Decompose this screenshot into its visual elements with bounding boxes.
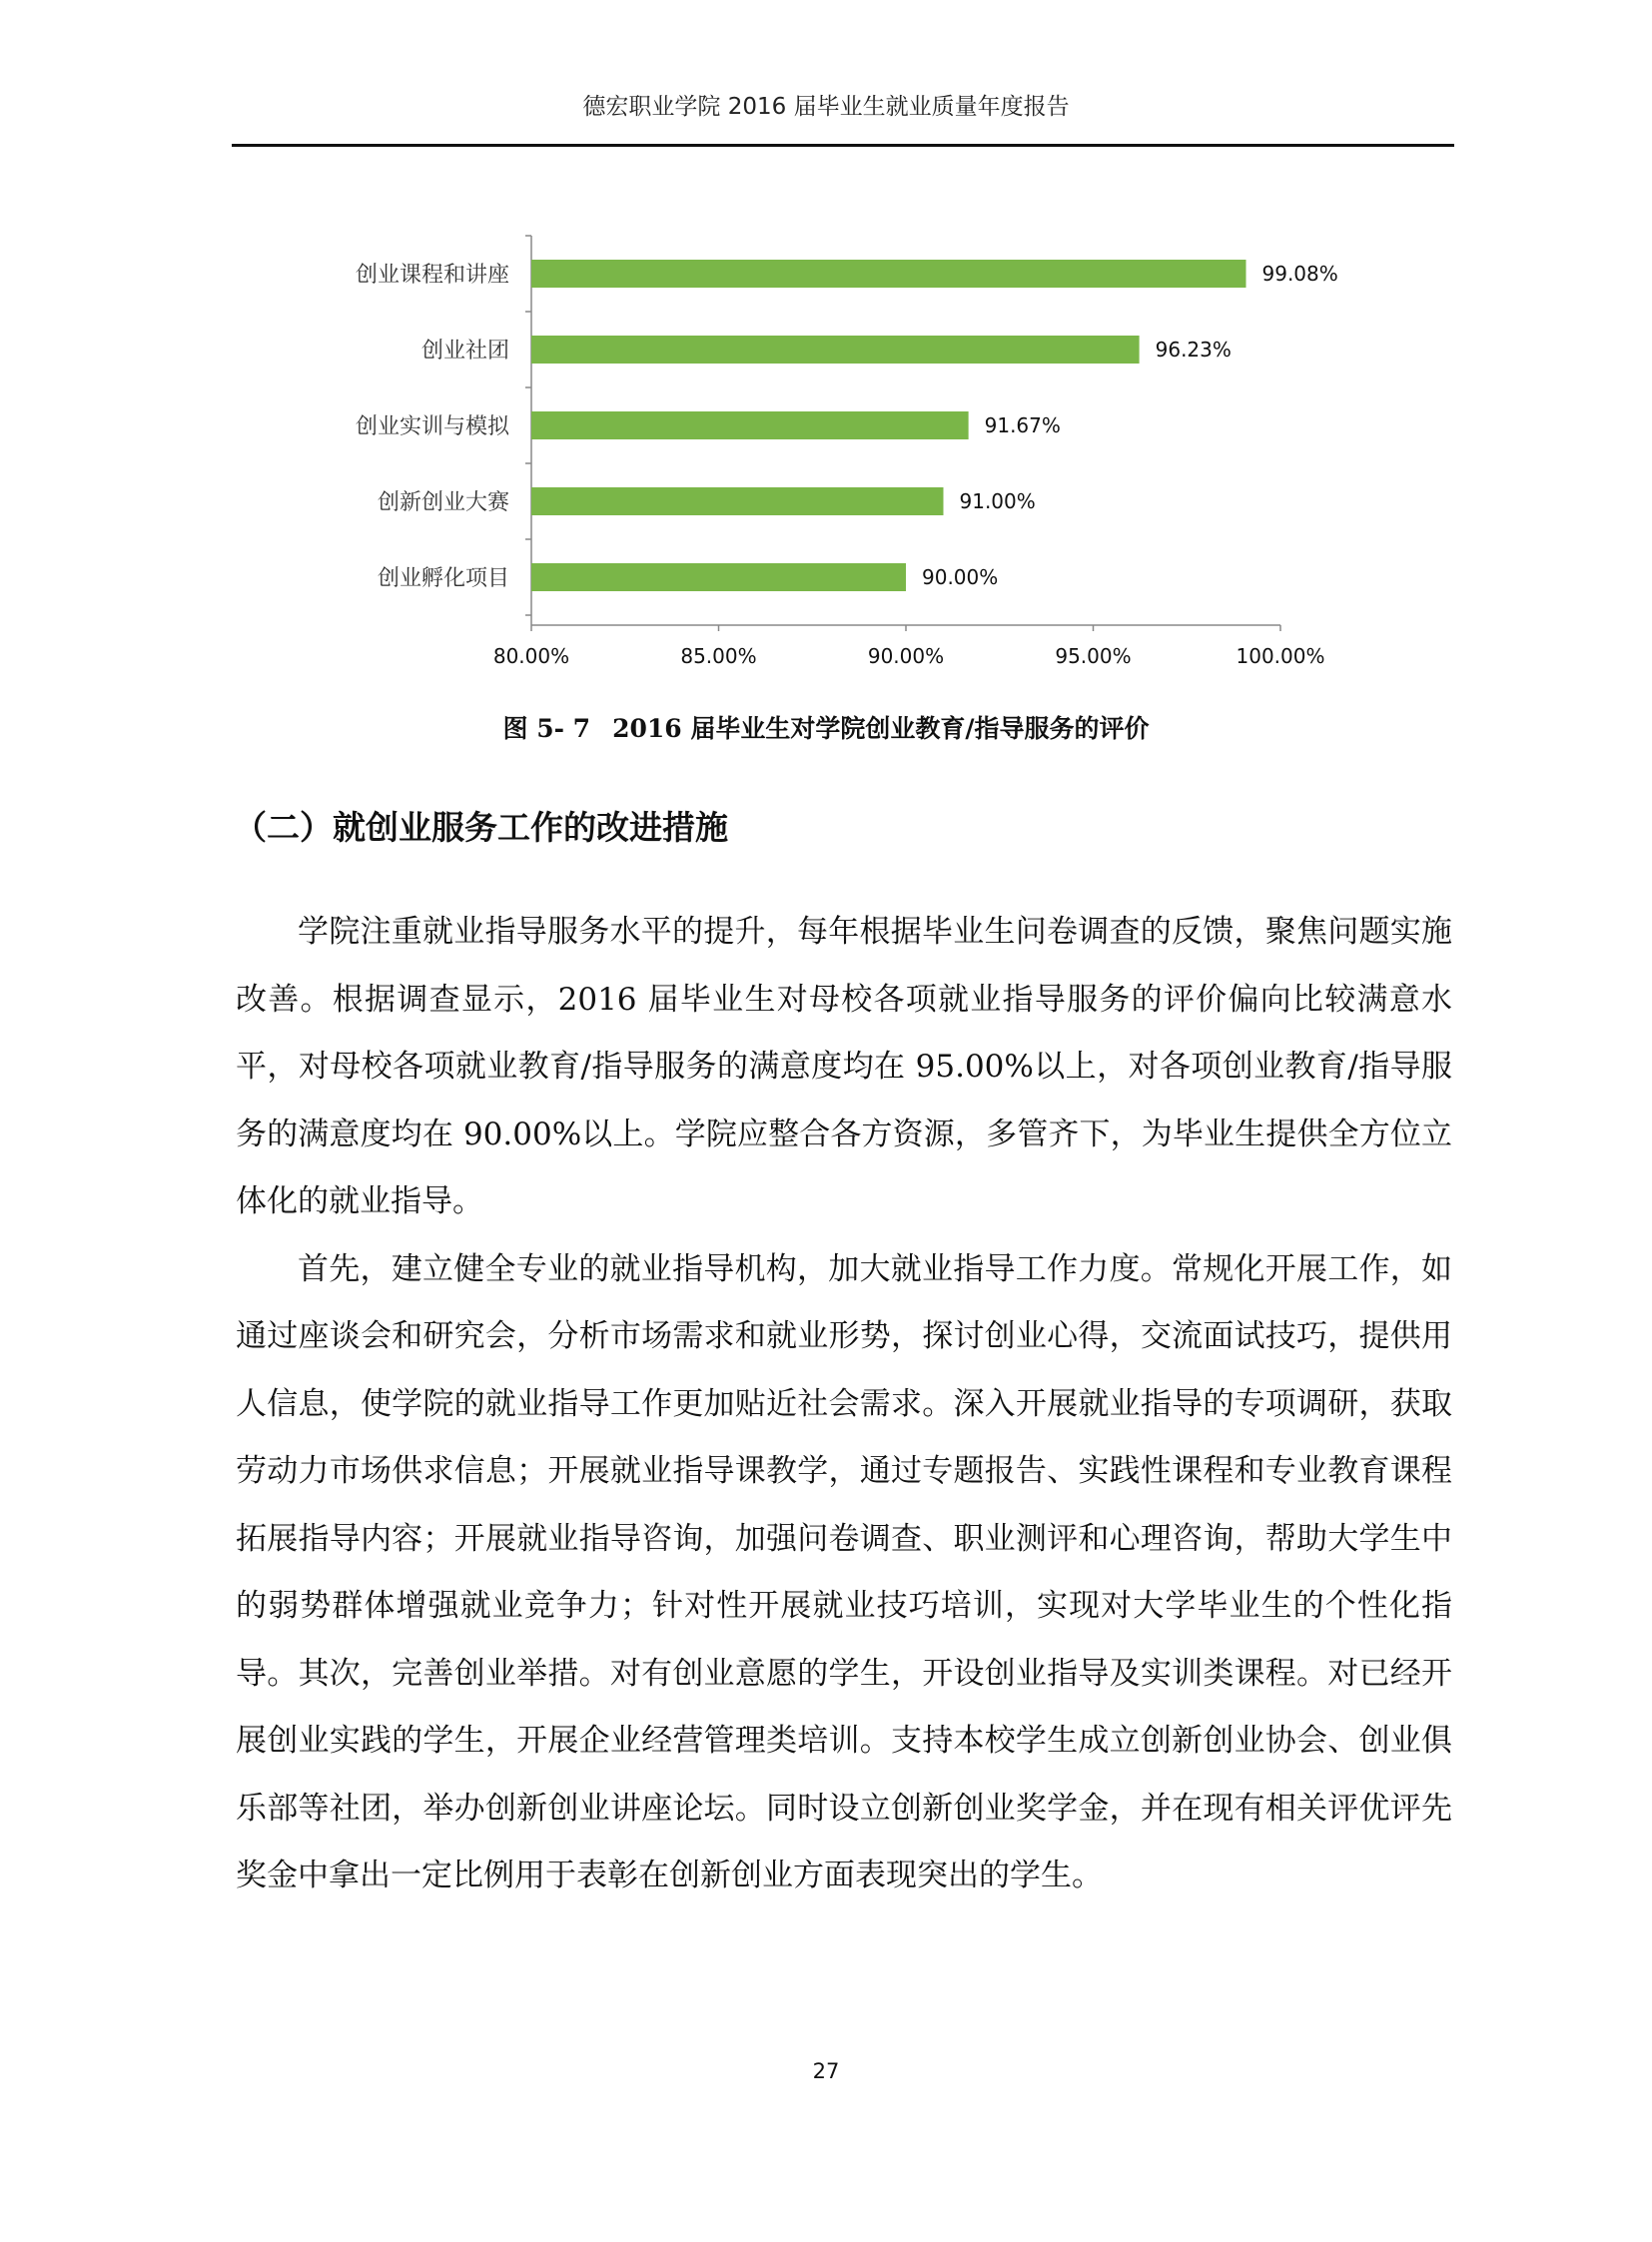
bar-chart	[300, 220, 1398, 679]
category-label: 创业社团	[420, 339, 509, 364]
header-title: 德宏职业学院 2016 届毕业生就业质量年度报告	[582, 94, 1070, 120]
x-tick-label: 85.00%	[680, 644, 757, 668]
figure-number: 图 5- 7	[502, 714, 591, 743]
bar	[531, 487, 944, 515]
section-heading: （二）就创业服务工作的改进措施	[234, 808, 728, 847]
category-label: 创业课程和讲座	[355, 263, 509, 288]
paragraph: 学院注重就业指导服务水平的提升，每年根据毕业生问卷调查的反馈，聚焦问题实施改善。根据调查显示，2016 届毕业生对母校各项就业指导服务的评价偏向比较满意水平，对母校各项就业教育/指导服务的满意度均在 95.00%以上，对各项创业教育/指导服务的满意度均在 90.00%以上。学院应整合各方资源，多管齐下，为毕业生提供全方位立体化的就业指导。	[236, 914, 1452, 1219]
header-divider	[232, 144, 1454, 147]
bar	[531, 411, 969, 439]
value-label: 96.23%	[1155, 338, 1232, 362]
x-tick-label: 95.00%	[1055, 644, 1132, 668]
bar	[531, 260, 1246, 288]
paragraph: 首先，建立健全专业的就业指导机构，加大就业指导工作力度。常规化开展工作，如通过座谈会和研究会，分析市场需求和就业形势，探讨创业心得，交流面试技巧，提供用人信息，使学院的就业指导工作更加贴近社会需求。深入开展就业指导的专项调研，获取劳动力市场供求信息；开展就业指导课教学，通过专题报告、实践性课程和专业教育课程拓展指导内容；开展就业指导咨询，加强问卷调查、职业测评和心理咨询，帮助大学生中的弱势群体增强就业竞争力；针对性开展就业技巧培训，实现对大学毕业生的个性化指导。其次，完善创业举措。对有创业意愿的学生，开设创业指导及实训类课程。对已经开展创业实践的学生，开展企业经营管理类培训。支持本校学生成立创新创业协会、创业俱乐部等社团，举办创新创业讲座论坛。同时设立创新创业奖学金，并在现有相关评优评先奖金中拿出一定比例用于表彰在创新创业方面表现突出的学生。	[236, 1250, 1452, 1893]
bar	[531, 336, 1140, 364]
value-label: 91.00%	[959, 489, 1036, 513]
figure-caption-text: 2016 届毕业生对学院创业教育/指导服务的评价	[612, 714, 1150, 743]
value-label: 90.00%	[922, 565, 999, 589]
category-label: 创业实训与模拟	[355, 414, 509, 439]
value-label: 99.08%	[1261, 262, 1338, 286]
page-number: 27	[812, 2059, 840, 2083]
x-tick-label: 80.00%	[492, 644, 570, 668]
bar	[531, 563, 906, 591]
x-tick-label: 100.00%	[1236, 644, 1325, 668]
category-label: 创业孵化项目	[377, 566, 509, 591]
x-tick-label: 90.00%	[867, 644, 945, 668]
body-text	[236, 899, 1452, 1910]
value-label: 91.67%	[984, 413, 1061, 437]
category-label: 创新创业大赛	[377, 490, 509, 515]
figure-caption	[0, 709, 1652, 745]
